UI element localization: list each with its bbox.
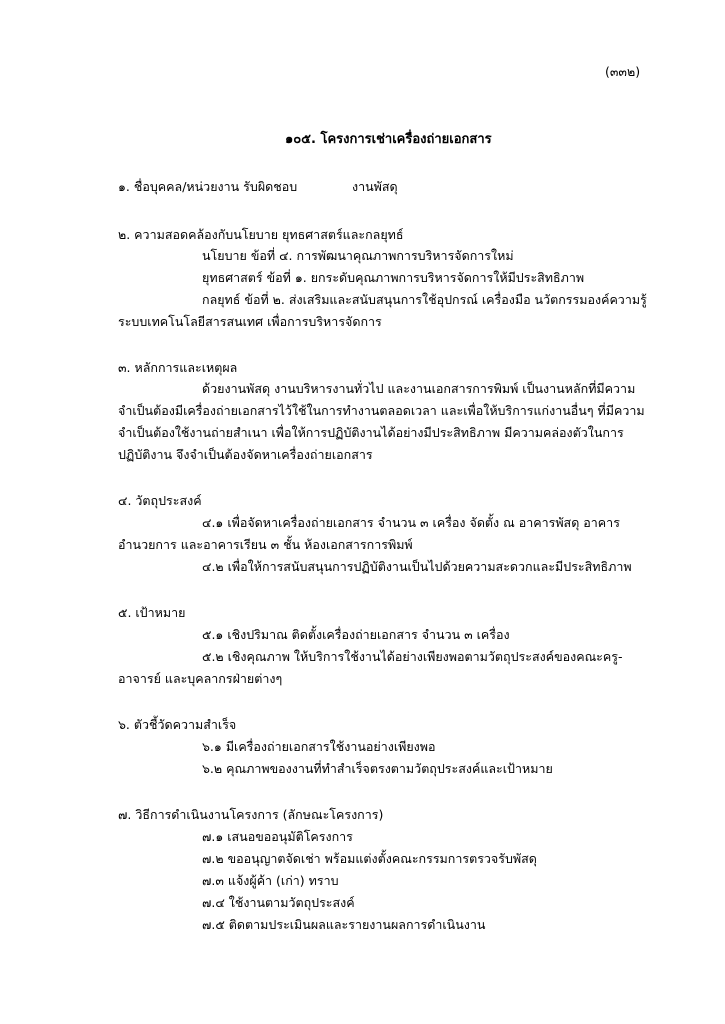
section-2-heading: ๒. ความสอดคล้องกับนโยบาย ยุทธศาสตร์และกลยุทธ์ <box>118 227 404 242</box>
section-4-line-1: ๔.๑ เพื่อจัดหาเครื่องถ่ายเอกสาร จำนวน ๓ เครื่อง จัดตั้ง ณ อาคารพัสดุ อาคาร <box>202 515 620 530</box>
section-5-heading: ๕. เป้าหมาย <box>118 605 186 620</box>
section-1-line: ๑. ชื่อบุคคล/หน่วยงาน รับผิดชอบ <box>118 179 298 194</box>
section-7-heading: ๗. วิธีการดำเนินงานโครงการ (ลักษณะโครงการ) <box>118 807 384 822</box>
section-5-line-1: ๕.๑ เชิงปริมาณ ติดตั้งเครื่องถ่ายเอกสาร จำนวน ๓ เครื่อง <box>202 627 510 642</box>
section-5-line-2: ๕.๒ เชิงคุณภาพ ให้บริการใช้งานได้อย่างเพียงพอตามวัตถุประสงค์ของคณะครู- <box>202 649 623 664</box>
section-7-line-5: ๗.๕ ติดตามประเมินผลและรายงานผลการดำเนินงาน <box>202 917 486 932</box>
section-2-line-1: นโยบาย ข้อที่ ๔. การพัฒนาคุณภาพการบริหารจัดการใหม่ <box>202 248 514 263</box>
section-6-line-2: ๖.๒ คุณภาพของงานที่ทำสำเร็จตรงตามวัตถุประสงค์และเป้าหมาย <box>202 761 553 776</box>
section-4-line-2: อำนวยการ และอาคารเรียน ๓ ชั้น ห้องเอกสารการพิมพ์ <box>118 537 413 552</box>
section-1-value: งานพัสดุ <box>352 179 398 194</box>
section-3-line-3: จำเป็นต้องใช้งานถ่ายสำเนา เพื่อให้การปฏิบัติงานได้อย่างมีประสิทธิภาพ มีความคล่องตัวในการ <box>118 425 624 440</box>
section-7-line-4: ๗.๔ ใช้งานตามวัตถุประสงค์ <box>202 895 355 910</box>
section-2-line-3: กลยุทธ์ ข้อที่ ๒. ส่งเสริมและสนับสนุนการใช้อุปกรณ์ เครื่องมือ นวัตกรรมองค์ความรู้ <box>202 292 647 307</box>
page-number: (๓๓๒) <box>605 64 641 79</box>
document-title: ๑๐๕. โครงการเช่าเครื่องถ่ายเอกสาร <box>285 132 492 147</box>
section-3-line-1: ด้วยงานพัสดุ งานบริหารงานทั่วไป และงานเอกสารการพิมพ์ เป็นงานหลักที่มีความ <box>202 381 636 396</box>
section-7-line-1: ๗.๑ เสนอขออนุมัติโครงการ <box>202 829 353 844</box>
section-6-line-1: ๖.๑ มีเครื่องถ่ายเอกสารใช้งานอย่างเพียงพอ <box>202 739 436 754</box>
section-5-line-3: อาจารย์ และบุคลากรฝ่ายต่างๆ <box>118 671 283 686</box>
section-3-line-2: จำเป็นต้องมีเครื่องถ่ายเอกสารไว้ใช้ในการทำงานตลอดเวลา และเพื่อให้บริการแก่งานอื่นๆ ที่มีความ <box>118 403 645 418</box>
section-4-line-3: ๔.๒ เพื่อให้การสนับสนุนการปฏิบัติงานเป็นไปด้วยความสะดวกและมีประสิทธิภาพ <box>202 559 632 574</box>
section-7-line-2: ๗.๒ ขออนุญาตจัดเช่า พร้อมแต่งตั้งคณะกรรมการตรวจรับพัสดุ <box>202 851 537 866</box>
section-2-line-4: ระบบเทคโนโลยีสารสนเทศ เพื่อการบริหารจัดการ <box>118 314 382 329</box>
section-3-heading: ๓. หลักการและเหตุผล <box>118 360 238 375</box>
section-2-line-2: ยุทธศาสตร์ ข้อที่ ๑. ยกระดับคุณภาพการบริหารจัดการให้มีประสิทธิภาพ <box>202 270 585 285</box>
section-4-heading: ๔. วัตถุประสงค์ <box>118 493 202 508</box>
section-7-line-3: ๗.๓ แจ้งผู้ค้า (เก่า) ทราบ <box>202 873 339 888</box>
section-6-heading: ๖. ตัวชี้วัดความสำเร็จ <box>118 717 237 732</box>
section-3-line-4: ปฏิบัติงาน จึงจำเป็นต้องจัดหาเครื่องถ่ายเอกสาร <box>118 447 373 462</box>
